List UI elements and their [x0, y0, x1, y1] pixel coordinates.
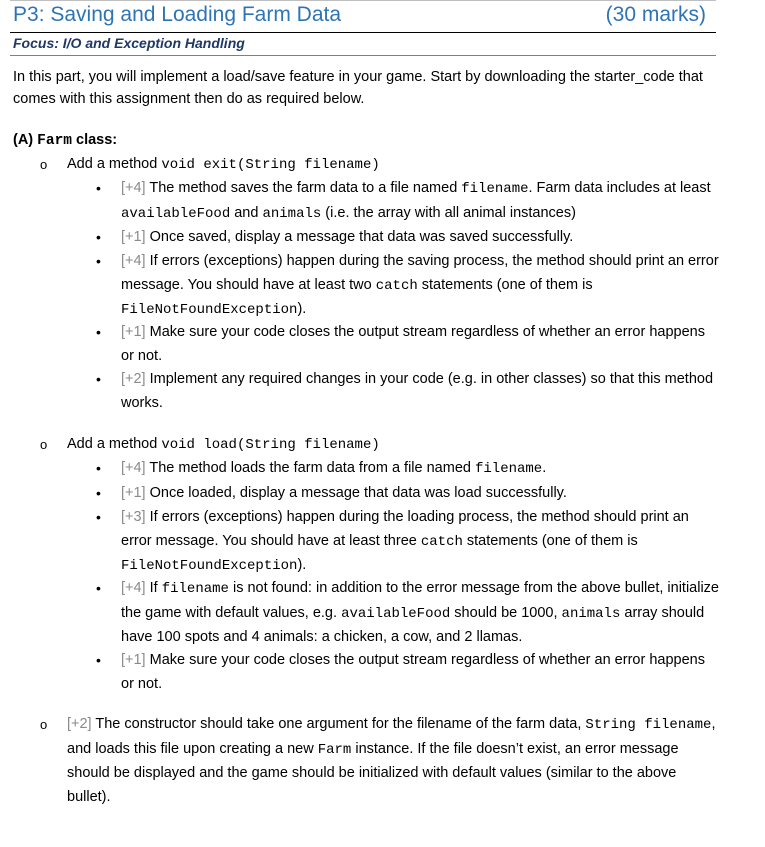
solid-bullet-icon: • — [96, 229, 101, 245]
solid-bullet-icon: • — [96, 509, 101, 525]
top-rule — [10, 0, 716, 1]
solid-bullet-icon: • — [96, 253, 101, 269]
points-badge: [+4] — [121, 253, 146, 269]
exit-bullet-4: • [+1] Make sure your code closes the output stream regardless of whether an error happens or not. — [121, 321, 721, 368]
points-badge: [+1] — [121, 229, 146, 245]
focus-subtitle: Focus: I/O and Exception Handling — [13, 35, 245, 51]
exit-bullet-5: • [+2] Implement any required changes in your code (e.g. in other classes) so that this method works. — [121, 368, 721, 415]
solid-bullet-icon: • — [96, 324, 101, 340]
load-bullet-4: • [+4] If filename is not found: in addition to the error message from the above bullet, initialize the game with default values, e.g. availableFood should be 1000, animals array should have 100 spots and 4 animals: a chicken, a cow, and 2 llamas. — [121, 577, 721, 650]
section-heading: (A) Farm class: — [13, 132, 118, 149]
exit-signature: void exit(String filename) — [161, 157, 380, 173]
exit-bullet-3: • [+4] If errors (exceptions) happen during the saving process, the method should print an error message. You should have at least two catch statements (one of them is FileNotFoundException). — [121, 250, 721, 323]
marks-label: (30 marks) — [605, 3, 706, 26]
points-badge: [+4] — [121, 460, 146, 476]
load-signature: void load(String filename) — [161, 437, 380, 453]
load-bullet-5: • [+1] Make sure your code closes the output stream regardless of whether an error happens or not. — [121, 649, 721, 696]
points-badge: [+1] — [121, 485, 146, 501]
focus-underline — [10, 55, 716, 56]
exit-bullet-1: • [+4] The method saves the farm data to a file named filename. Farm data includes at least availableFood and animals (i.e. the array with all animal instances) — [121, 177, 721, 226]
part-number: P3 — [13, 3, 39, 26]
exit-bullet-2: • [+1] Once saved, display a message that data was saved successfully. — [121, 226, 721, 250]
title-row — [13, 3, 706, 31]
points-badge: [+4] — [121, 180, 146, 196]
intro-paragraph: In this part, you will implement a load/save feature in your game. Start by downloading the starter_code that comes with this assignment then do as required below. — [13, 69, 703, 107]
points-badge: [+1] — [121, 324, 146, 340]
load-method-item: o Add a method void load(String filename) — [67, 433, 717, 457]
points-badge: [+2] — [121, 371, 146, 387]
solid-bullet-icon: • — [96, 580, 101, 596]
hollow-bullet-icon: o — [40, 717, 48, 732]
page-title — [13, 3, 341, 27]
exit-method-item: o Add a method void exit(String filename) — [67, 153, 717, 177]
points-badge: [+2] — [67, 716, 92, 732]
title-underline — [10, 32, 716, 33]
load-bullet-1: • [+4] The method loads the farm data from a file named filename. — [121, 457, 721, 482]
hollow-bullet-icon: o — [40, 157, 48, 172]
class-name: Farm — [37, 133, 72, 149]
points-badge: [+1] — [121, 652, 146, 668]
points-badge: [+4] — [121, 580, 146, 596]
load-bullet-2: • [+1] Once loaded, display a message that data was load successfully. — [121, 482, 721, 506]
solid-bullet-icon: • — [96, 180, 101, 196]
points-badge: [+3] — [121, 509, 146, 525]
solid-bullet-icon: • — [96, 460, 101, 476]
part-title: : Saving and Loading Farm Data — [38, 3, 342, 26]
solid-bullet-icon: • — [96, 652, 101, 668]
constructor-item: o [+2] The constructor should take one argument for the filename of the farm data, String filename, and loads this file upon creating a new Farm instance. If the file doesn’t exist, an error message should be displayed and the game should be initialized with default values (similar to the above bullet). — [67, 713, 717, 809]
load-bullet-3: • [+3] If errors (exceptions) happen during the loading process, the method should print an error message. You should have at least three catch statements (one of them is FileNotFoundException). — [121, 506, 721, 579]
hollow-bullet-icon: o — [40, 437, 48, 452]
solid-bullet-icon: • — [96, 371, 101, 387]
solid-bullet-icon: • — [96, 485, 101, 501]
